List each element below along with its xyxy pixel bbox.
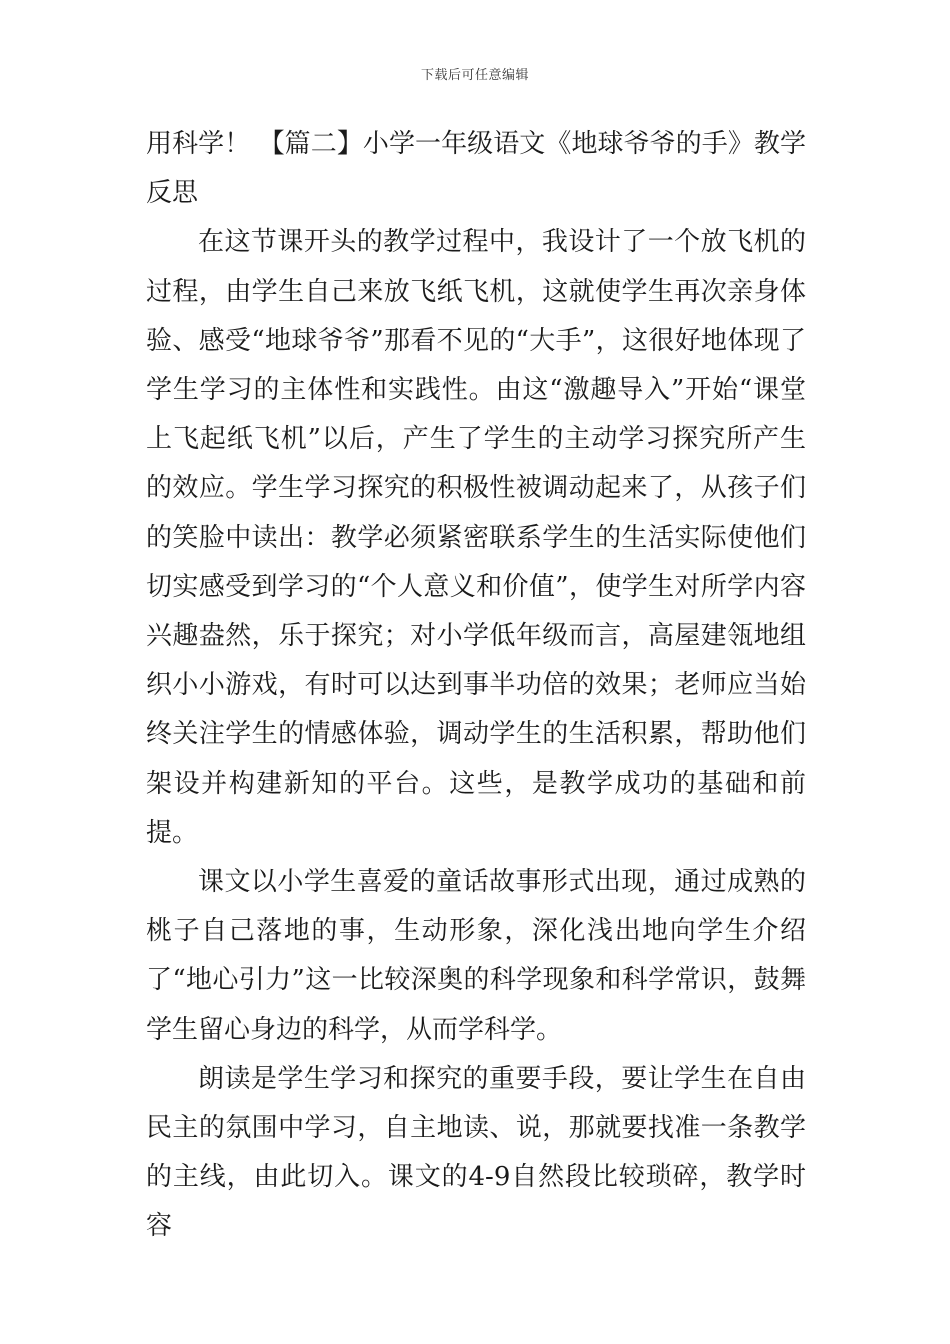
page-header: 下载后可任意编辑 xyxy=(420,68,529,83)
paragraph-1: 在这节课开头的教学过程中，我设计了一个放飞机的过程，由学生自己来放飞纸飞机，这就使学生再次亲身体验、感受“地球爷爷”那看不见的“大手”，这很好地体现了学生学习的主体性和实践性。由这“激趣导入”开始“课堂上飞起纸飞机”以后，产生了学生的主动学习探究所产生的效应。学生学习探究的积极性被调动起来了，从孩子们的笑脸中读出：教学必须紧密联系学生的生活实际使他们切实感受到学习的“个人意义和价值”，使学生对所学内容兴趣盎然，乐于探究；对小学低年级而言，高屋建瓴地组织小小游戏，有时可以达到事半功倍的效果；老师应当始终关注学生的情感体验，调动学生的生活积累，帮助他们架设并构建新知的平台。这些，是教学成功的基础和前提。 xyxy=(146,227,806,848)
paragraph-3: 朗读是学生学习和探究的重要手段，要让学生在自由民主的氛围中学习，自主地读、说，那就要找准一条教学的主线，由此切入。课文的4-9自然段比较琐碎，教学时容 xyxy=(146,1063,806,1242)
document-body xyxy=(146,120,806,1252)
paragraph-2: 课文以小学生喜爱的童话故事形式出现，通过成熟的桃子自己落地的事，生动形象，深化浅出地向学生介绍了“地心引力”这一比较深奥的科学现象和科学常识，鼓舞学生留心身边的科学，从而学科学。 xyxy=(146,867,806,1045)
title-line: 用科学！ 【篇二】小学一年级语文《地球爷爷的手》教学反思 xyxy=(146,129,806,209)
